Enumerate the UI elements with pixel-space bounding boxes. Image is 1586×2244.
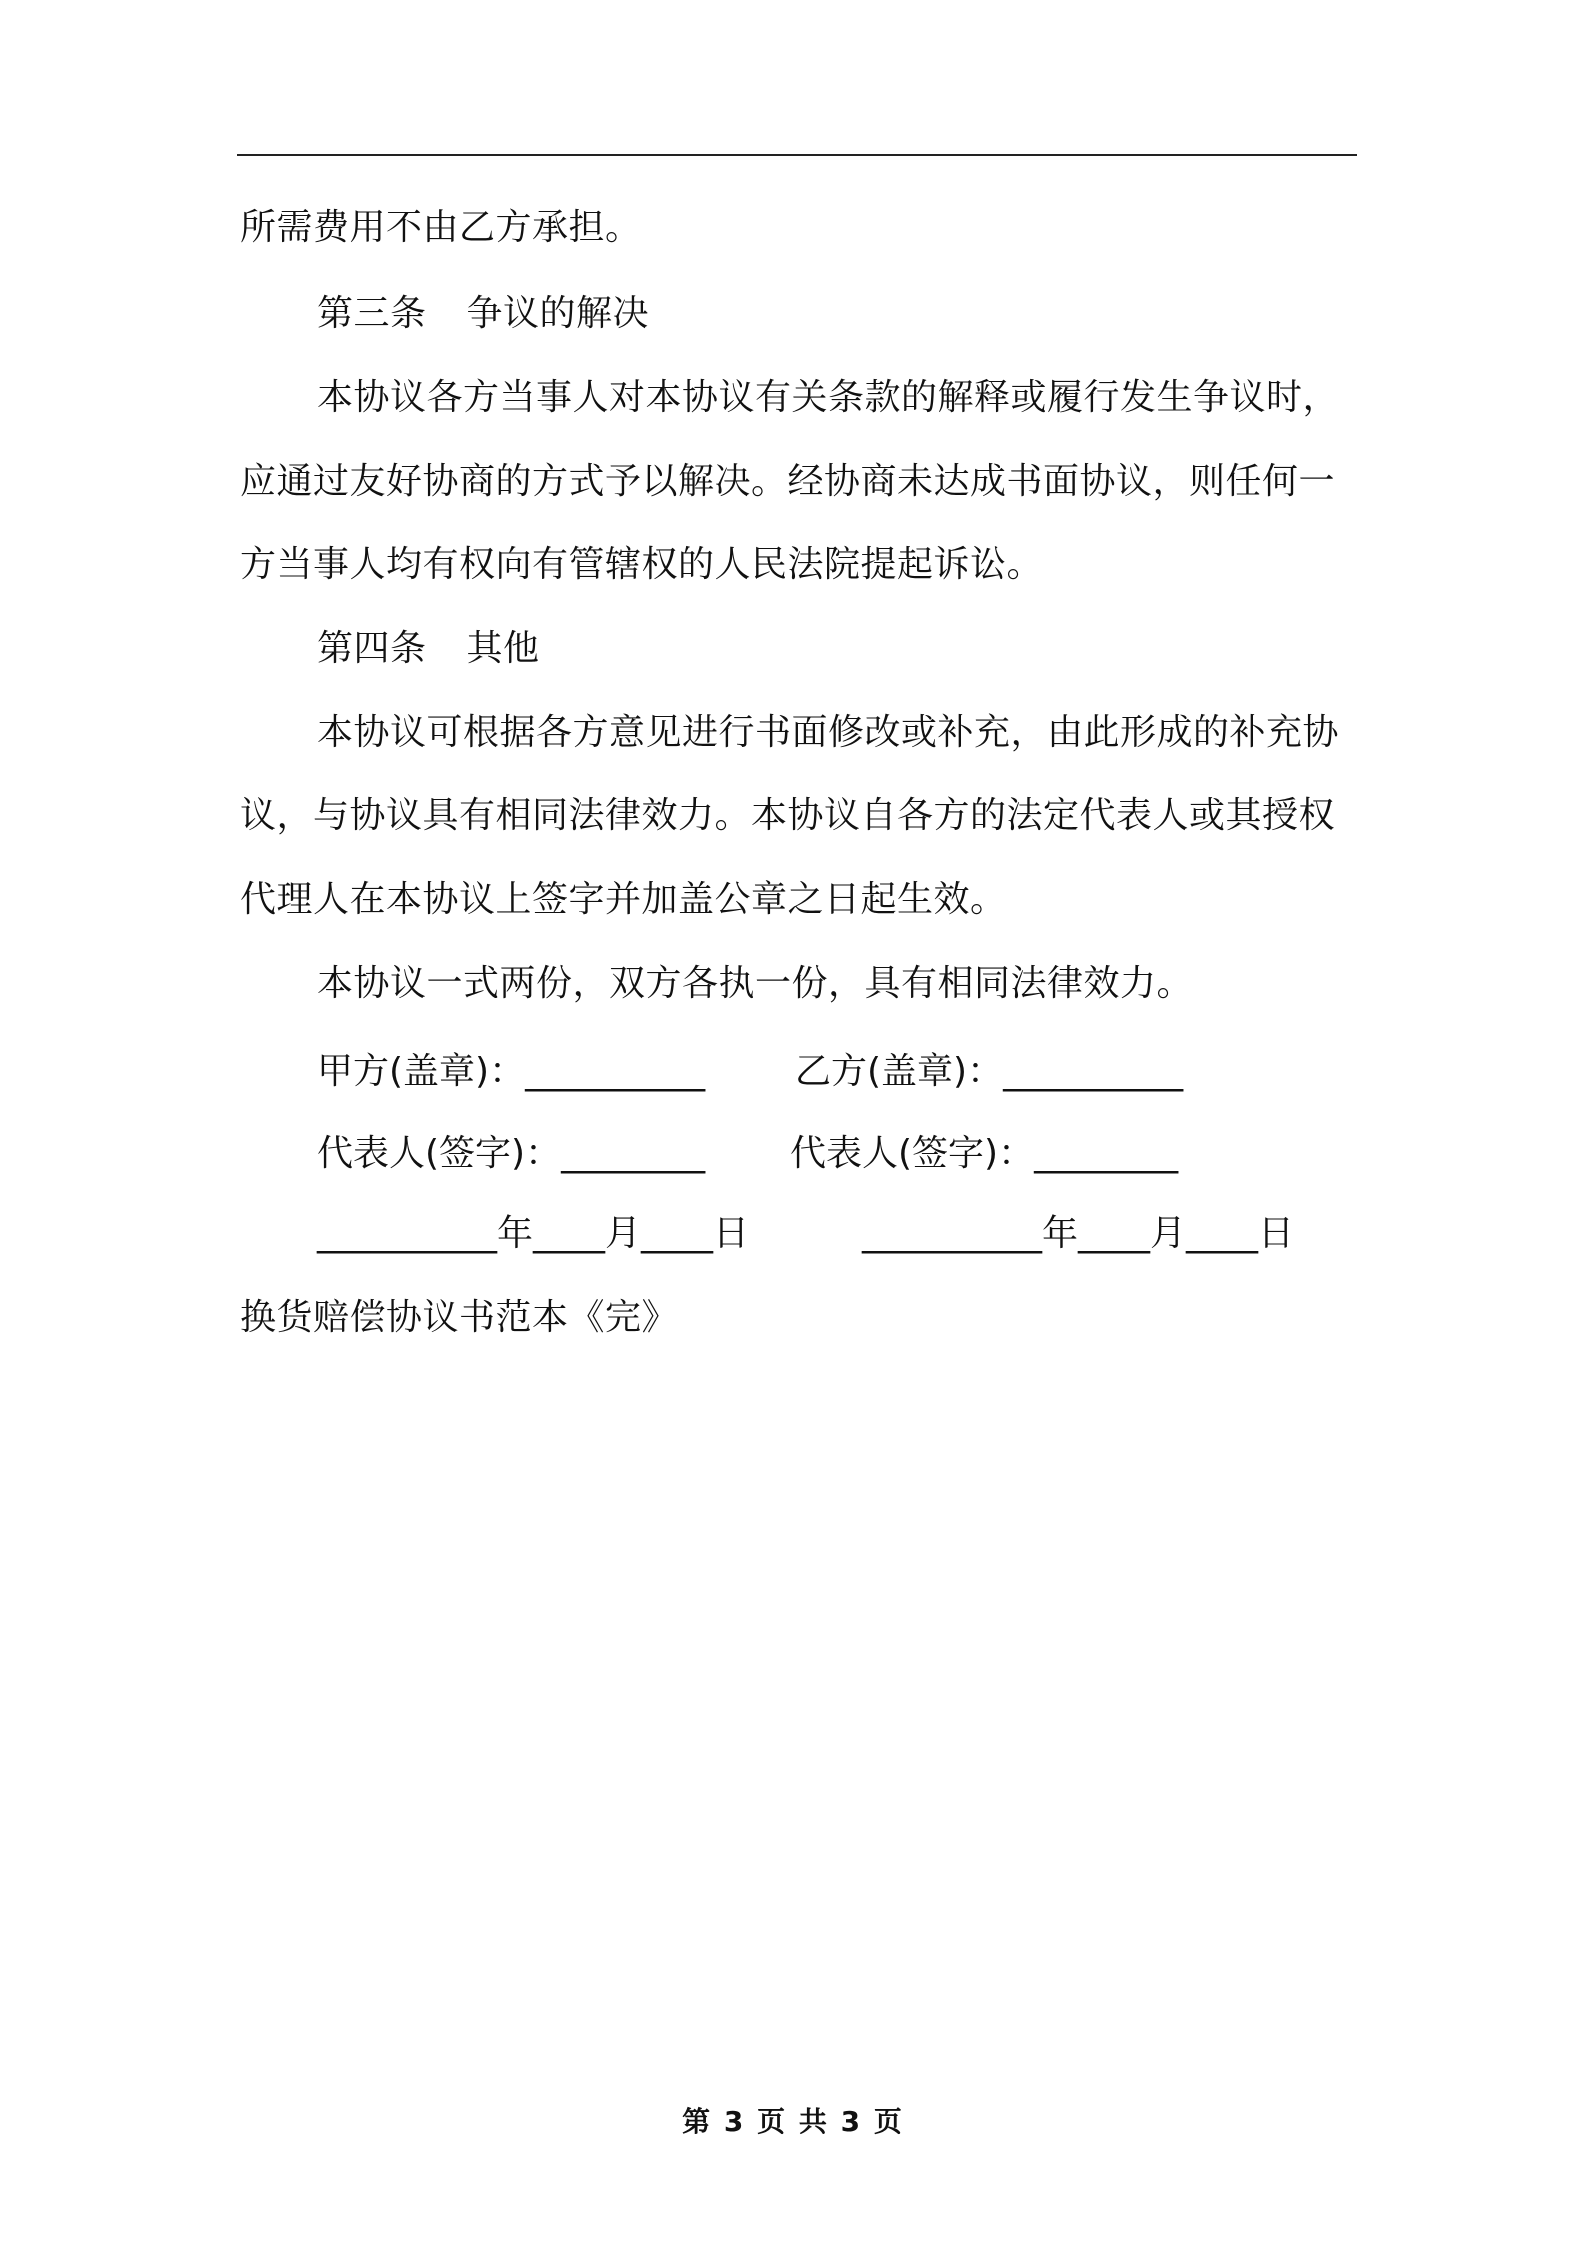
page-number: 第 3 页 共 3 页 [682, 2105, 904, 2138]
article3-line-1: 本协议各方当事人对本协议有关条款的解释或履行发生争议时， [317, 377, 1340, 418]
header-rule [237, 154, 1357, 156]
article3-title: 争议的解决 [466, 293, 650, 334]
party-b-date: __________年____月____日 [862, 1213, 1294, 1254]
article3-line-3: 方当事人均有权向有管辖权的人民法院提起诉讼。 [240, 544, 1044, 585]
party-a-date: __________年____月____日 [317, 1213, 749, 1254]
article3-heading [317, 292, 649, 336]
article4-line-2: 议，与协议具有相同法律效力。本协议自各方的法定代表人或其授权 [240, 795, 1336, 836]
party-b-representative: 代表人(签字)：________ [790, 1133, 1179, 1174]
article4-line-3: 代理人在本协议上签字并加盖公章之日起生效。 [240, 879, 1007, 920]
copies-clause: 本协议一式两份，双方各执一份，具有相同法律效力。 [317, 963, 1194, 1004]
party-b-seal: 乙方(盖章)：__________ [795, 1051, 1184, 1092]
article3-number: 第三条 [317, 293, 427, 334]
article4-line-1: 本协议可根据各方意见进行书面修改或补充，由此形成的补充协 [317, 712, 1340, 753]
article3-line-2: 应通过友好协商的方式予以解决。经协商未达成书面协议，则任何一 [240, 461, 1336, 502]
end-note: 换货赔偿协议书范本《完》 [240, 1297, 679, 1338]
article4-title: 其他 [466, 628, 540, 669]
article4-number: 第四条 [317, 628, 427, 669]
continuation-text: 所需费用不由乙方承担。 [240, 207, 642, 248]
party-a-representative: 代表人(签字)：________ [317, 1133, 706, 1174]
party-a-seal: 甲方(盖章)：__________ [317, 1051, 706, 1092]
article4-heading [317, 627, 540, 671]
